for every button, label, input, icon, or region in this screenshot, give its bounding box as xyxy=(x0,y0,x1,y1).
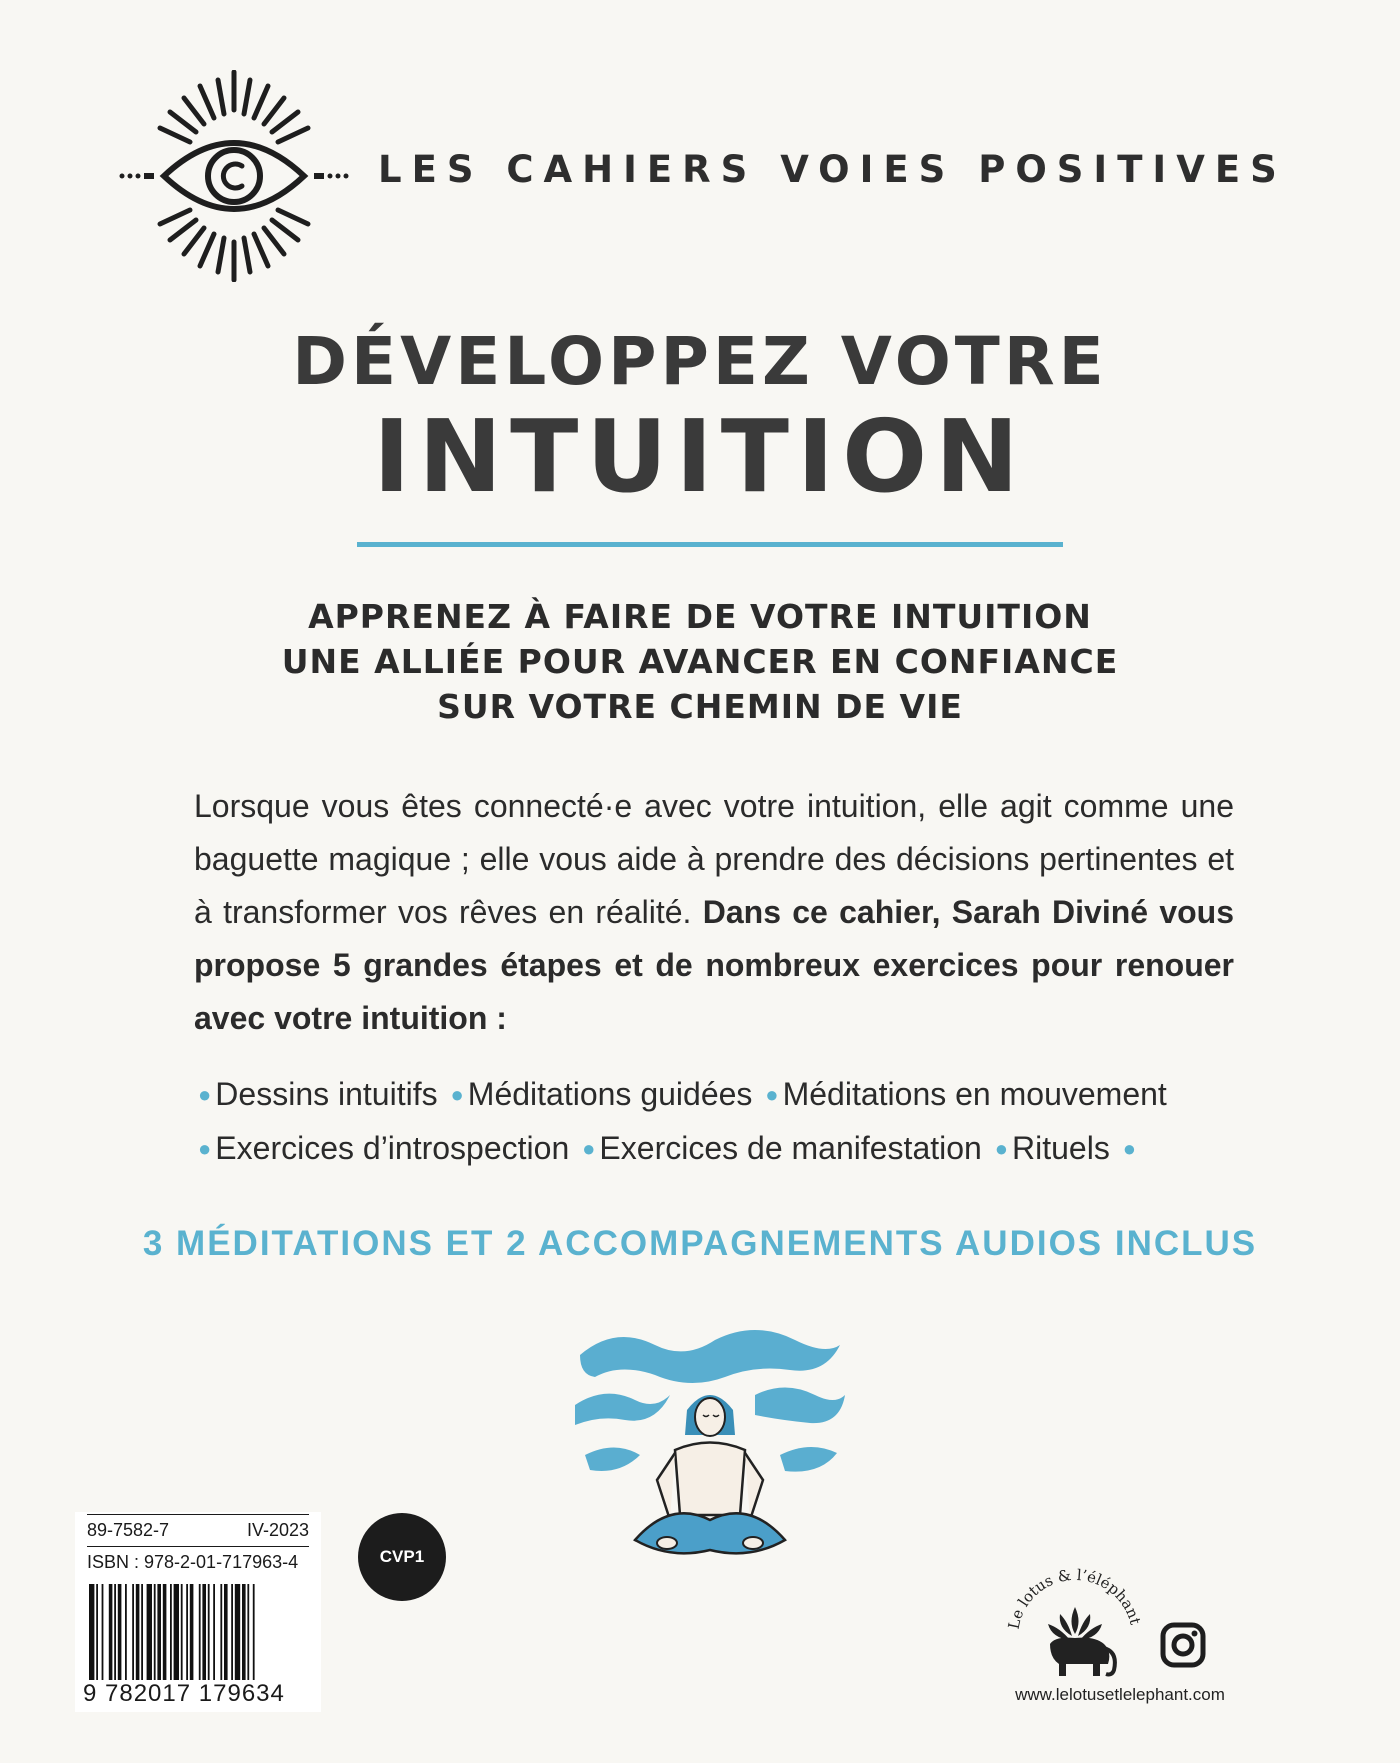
feature-item: Méditations guidées xyxy=(467,1076,753,1112)
edition-date: IV-2023 xyxy=(246,1520,309,1540)
instagram-icon[interactable] xyxy=(1160,1622,1206,1668)
feature-list-row-2 xyxy=(194,1130,1234,1167)
barcode-bar xyxy=(163,1584,167,1680)
eye-sunburst-icon xyxy=(118,70,350,282)
meditation-illustration xyxy=(575,1315,845,1580)
publisher-website[interactable]: www.lelotusetlelephant.com xyxy=(1015,1685,1225,1704)
barcode-bar xyxy=(190,1584,194,1680)
barcode-code-row xyxy=(87,1520,309,1541)
title-line-2: INTUITION xyxy=(373,398,1027,515)
bullet-dot-icon: ● xyxy=(582,1136,596,1161)
barcode-rule xyxy=(87,1514,309,1515)
bullet-dot-icon: ● xyxy=(198,1136,212,1161)
barcode-block xyxy=(75,1512,321,1712)
subtitle-line-1: APPRENEZ À FAIRE DE VOTRE INTUITION xyxy=(308,597,1092,636)
barcode-bar xyxy=(247,1584,249,1680)
barcode-bar xyxy=(224,1584,228,1680)
audio-note: 3 MÉDITATIONS ET 2 ACCOMPAGNEMENTS AUDIOS INCLUS xyxy=(142,1224,1258,1263)
barcode-bar xyxy=(136,1584,140,1680)
barcode-bar xyxy=(253,1584,255,1680)
barcode-bar xyxy=(181,1584,183,1680)
bullet-dot-icon: ● xyxy=(994,1136,1009,1161)
divider-rule xyxy=(357,542,1063,547)
barcode-bar xyxy=(102,1584,104,1680)
barcode-bar xyxy=(202,1584,206,1680)
barcode-bar xyxy=(186,1584,188,1680)
barcode-bar xyxy=(170,1584,172,1680)
isbn: ISBN : 978-2-01-717963-4 xyxy=(87,1552,299,1572)
description-bold: Dans ce cahier, Sarah Diviné vous propose 5 grandes étapes et de nombreux exercices pour renouer avec votre intuition : xyxy=(194,894,1235,1036)
svg-text:Le lotus & l’éléphant: Le lotus & l’éléphant xyxy=(1004,1565,1145,1631)
bullet-dot-icon: ● xyxy=(198,1082,212,1107)
barcode-bar xyxy=(125,1584,127,1680)
feature-item: Exercices de manifestation xyxy=(599,1130,982,1166)
barcode-bar xyxy=(199,1584,201,1680)
barcode-bar xyxy=(118,1584,122,1680)
barcode-digits: 9 782017 179634 xyxy=(83,1680,285,1707)
barcode-bar xyxy=(231,1584,233,1680)
subtitle-line-3: SUR VOTRE CHEMIN DE VIE xyxy=(437,687,963,726)
bullet-dot-icon: ● xyxy=(450,1082,464,1107)
feature-item: Dessins intuitifs xyxy=(215,1076,438,1112)
description-intro: Lorsque vous êtes connecté·e avec votre intuition, elle agit comme une baguette magique ; elle vous aide à prendre des décisions pertinentes et à transformer vos rêves en réalité. xyxy=(194,788,1234,930)
publisher-logo xyxy=(1000,1552,1150,1702)
barcode-bar xyxy=(242,1584,246,1680)
bullet-dot-icon: ● xyxy=(1122,1136,1137,1161)
barcode-bar xyxy=(157,1584,161,1680)
feature-item: Rituels xyxy=(1012,1130,1110,1166)
subtitle-line-2: UNE ALLIÉE POUR AVANCER EN CONFIANCE xyxy=(281,642,1119,681)
subtitle xyxy=(0,594,1400,729)
barcode-bar xyxy=(213,1584,215,1680)
barcode-bar xyxy=(147,1584,152,1680)
barcode-bar xyxy=(154,1584,156,1680)
series-name: LES CAHIERS VOIES POSITIVES xyxy=(378,148,1287,191)
product-code: 89-7582-7 xyxy=(87,1520,170,1540)
barcode-bar xyxy=(235,1584,240,1680)
barcode-bar xyxy=(132,1584,134,1680)
barcode-bar xyxy=(89,1584,94,1680)
title-line-1: DÉVELOPPEZ VOTRE xyxy=(292,323,1108,400)
barcode-bar xyxy=(174,1584,179,1680)
description xyxy=(194,780,1234,1045)
feature-item: Exercices d’introspection xyxy=(215,1130,570,1166)
barcode-bar xyxy=(109,1584,113,1680)
barcode xyxy=(87,1584,309,1684)
bullet-dot-icon: ● xyxy=(765,1082,779,1107)
barcode-bar xyxy=(96,1584,98,1680)
feature-list-row-1 xyxy=(194,1076,1234,1113)
barcode-bar xyxy=(208,1584,210,1680)
barcode-bar xyxy=(141,1584,143,1680)
barcode-rule xyxy=(87,1546,309,1547)
series-badge: CVP1 xyxy=(358,1513,446,1601)
barcode-bar xyxy=(114,1584,116,1680)
feature-item: Méditations en mouvement xyxy=(782,1076,1167,1112)
barcode-bar xyxy=(220,1584,222,1680)
